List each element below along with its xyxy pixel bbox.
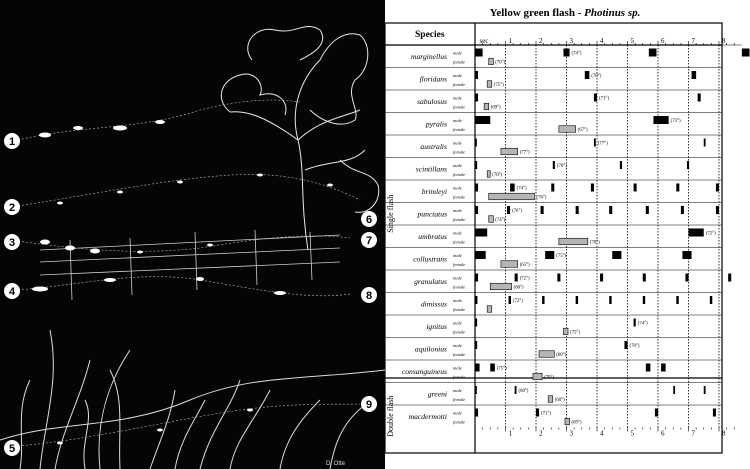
species-header: Species bbox=[415, 30, 445, 40]
female-flash-greeni bbox=[548, 396, 553, 403]
species-name-dimissus: dimissus bbox=[420, 299, 447, 309]
temperature-label: (60°) bbox=[513, 285, 524, 291]
male-flash-punctatus bbox=[681, 206, 684, 214]
male-flash-collustrans bbox=[475, 251, 486, 259]
temperature-label: (71°) bbox=[599, 96, 609, 102]
tick-label-top-1: 1 bbox=[508, 37, 512, 45]
sex-label-female: female bbox=[453, 194, 466, 200]
temperature-label: (72°) bbox=[519, 276, 530, 282]
male-flash-granulatus bbox=[685, 274, 688, 282]
temperature-label: (70°) bbox=[629, 344, 640, 349]
temperature-label: (70°) bbox=[589, 240, 600, 246]
male-flash-punctatus bbox=[541, 206, 544, 214]
male-flash-brimleyi bbox=[716, 184, 719, 192]
male-flash-aquilonius bbox=[475, 341, 477, 349]
artist-signature: D. Otte bbox=[326, 461, 346, 467]
group-label-double-flash: Double flash bbox=[386, 395, 395, 437]
tick-label-bottom-4: 4 bbox=[600, 429, 604, 438]
male-flash-sabulosus bbox=[698, 94, 701, 102]
tick-label-top-7: 7 bbox=[691, 37, 695, 45]
female-flash-macdermotti bbox=[565, 418, 570, 425]
male-flash-scintillans bbox=[620, 161, 622, 169]
male-flash-dimissus bbox=[609, 296, 611, 304]
tick-label-bottom-7: 7 bbox=[691, 429, 695, 438]
male-flash-australis bbox=[475, 139, 477, 147]
sex-label-male: male bbox=[453, 410, 462, 416]
temperature-label: (76°) bbox=[536, 195, 547, 201]
male-flash-granulatus bbox=[728, 274, 731, 282]
male-flash-greeni bbox=[475, 386, 477, 394]
male-flash-marginellus bbox=[649, 49, 657, 57]
tick-label-bottom-8: 8 bbox=[722, 429, 726, 438]
group-label-single-flash: Single flash bbox=[386, 194, 395, 233]
male-flash-marginellus bbox=[742, 49, 750, 57]
female-flash-granulatus bbox=[490, 283, 511, 290]
sex-label-female: female bbox=[453, 419, 466, 425]
tick-label-top-8: 8 bbox=[722, 37, 726, 45]
male-flash-scintillans bbox=[475, 161, 477, 169]
tick-label-bottom-1: 1 bbox=[508, 429, 512, 438]
male-flash-dimissus bbox=[710, 296, 712, 304]
sex-label-male: male bbox=[453, 50, 462, 56]
sex-label-female: female bbox=[453, 82, 466, 87]
female-flash-scintillans bbox=[487, 171, 490, 178]
tick-label-bottom-5: 5 bbox=[630, 429, 634, 438]
male-flash-granulatus bbox=[515, 274, 518, 282]
sex-label-male: male bbox=[453, 163, 462, 168]
male-flash-umbratus bbox=[689, 229, 704, 237]
species-name-australis: australis bbox=[420, 142, 447, 151]
sex-label-female: female bbox=[453, 104, 466, 110]
female-flash-consanguineus bbox=[533, 373, 542, 380]
tick-label-bottom-6: 6 bbox=[661, 429, 665, 438]
sex-label-female: female bbox=[453, 262, 466, 267]
male-flash-brimleyi bbox=[676, 184, 679, 192]
male-flash-greeni bbox=[673, 386, 675, 394]
marker-7: 7 bbox=[365, 235, 373, 247]
tick-label-top-2: 2 bbox=[539, 37, 543, 45]
male-flash-greeni bbox=[515, 386, 517, 394]
temperature-label: (70°) bbox=[492, 173, 503, 178]
sex-label-female: female bbox=[453, 217, 466, 222]
male-flash-marginellus bbox=[475, 49, 483, 57]
sex-label-female: female bbox=[453, 59, 466, 65]
marker-9: 9 bbox=[365, 399, 373, 411]
male-flash-scintillans bbox=[553, 161, 555, 169]
male-flash-aquilonius bbox=[624, 341, 627, 349]
marker-5: 5 bbox=[8, 443, 16, 455]
male-flash-brimleyi bbox=[551, 184, 554, 192]
sex-label-male: male bbox=[453, 253, 462, 258]
male-flash-consanguineus bbox=[475, 364, 480, 372]
marker-4: 4 bbox=[8, 286, 16, 298]
species-name-sabulosus: sabulosus bbox=[417, 97, 447, 106]
temperature-label: (74°) bbox=[571, 51, 582, 57]
sex-label-female: female bbox=[453, 307, 466, 312]
male-flash-ignitus bbox=[475, 319, 477, 327]
female-flash-floridans bbox=[487, 81, 492, 88]
species-name-consanguineus: consanguineus bbox=[401, 367, 447, 376]
male-flash-granulatus bbox=[475, 274, 478, 282]
male-flash-brimleyi bbox=[475, 184, 478, 192]
temperature-label: (74°) bbox=[516, 186, 527, 192]
species-name-greeni: greeni bbox=[427, 389, 447, 399]
temperature-label: (70°) bbox=[591, 74, 602, 79]
male-flash-scintillans bbox=[687, 161, 689, 169]
sex-label-male: male bbox=[453, 208, 462, 213]
temperature-label: (72°) bbox=[512, 299, 523, 304]
temperature-label: (77°) bbox=[597, 141, 608, 147]
sex-label-female: female bbox=[453, 172, 466, 177]
temperature-label: (70°) bbox=[544, 375, 555, 381]
male-flash-punctatus bbox=[646, 206, 649, 214]
male-flash-macdermotti bbox=[655, 409, 658, 417]
female-flash-brimleyi bbox=[489, 193, 535, 200]
sex-label-male: male bbox=[453, 185, 462, 191]
sex-label-male: male bbox=[453, 73, 462, 78]
sex-label-female: female bbox=[453, 284, 466, 290]
male-flash-collustrans bbox=[545, 251, 554, 259]
male-flash-floridans bbox=[692, 71, 697, 79]
temperature-label: (60°) bbox=[554, 398, 565, 403]
temperature-label: (74°) bbox=[637, 321, 648, 327]
tick-label-top-5: 5 bbox=[630, 37, 634, 45]
temperature-label: (70°) bbox=[556, 164, 567, 169]
male-flash-macdermotti bbox=[475, 409, 478, 417]
temperature-label: (67°) bbox=[577, 128, 588, 133]
male-flash-granulatus bbox=[557, 274, 560, 282]
male-flash-punctatus bbox=[576, 206, 579, 214]
male-flash-collustrans bbox=[612, 251, 621, 259]
sex-label-male: male bbox=[453, 140, 462, 146]
temperature-label: (80°) bbox=[518, 389, 529, 394]
species-name-ignitus: ignitus bbox=[426, 322, 447, 331]
temperature-label: (73°) bbox=[670, 119, 681, 124]
temperature-label: (75°) bbox=[493, 83, 504, 88]
chart-title-genus: Photinus sp. bbox=[584, 7, 641, 19]
sex-label-female: female bbox=[453, 127, 466, 132]
male-flash-floridans bbox=[585, 71, 590, 79]
male-flash-brimleyi bbox=[591, 184, 594, 192]
temperature-label: (71°) bbox=[541, 411, 551, 417]
temperature-label: (69°) bbox=[490, 105, 501, 111]
male-flash-macdermotti bbox=[536, 409, 539, 417]
male-flash-sabulosus bbox=[594, 94, 597, 102]
sex-label-female: female bbox=[453, 149, 466, 155]
group-labels bbox=[386, 195, 395, 437]
marker-3: 3 bbox=[8, 237, 16, 249]
male-flash-sabulosus bbox=[475, 94, 478, 102]
temperature-label: (75°) bbox=[556, 254, 567, 259]
female-flash-sabulosus bbox=[484, 103, 489, 110]
chart-title bbox=[490, 7, 641, 19]
male-flash-dimissus bbox=[676, 296, 678, 304]
female-flash-collustrans bbox=[501, 261, 518, 268]
tick-label-top-3: 3 bbox=[569, 37, 573, 45]
female-flash-umbratus bbox=[559, 238, 588, 245]
female-flash-aquilonius bbox=[539, 351, 554, 358]
tick-label-bottom-3: 3 bbox=[569, 429, 573, 438]
male-flash-consanguineus bbox=[490, 364, 495, 372]
male-flash-dimissus bbox=[509, 296, 511, 304]
flash-chart-svg bbox=[385, 0, 750, 469]
temperature-label: (72°) bbox=[705, 231, 716, 237]
temperature-label: (76°) bbox=[512, 209, 522, 214]
sex-label-female: female bbox=[453, 329, 466, 335]
male-flash-granulatus bbox=[600, 274, 603, 282]
tick-label-top-4: 4 bbox=[600, 37, 604, 45]
marker-8: 8 bbox=[365, 290, 373, 302]
male-flash-consanguineus bbox=[661, 364, 666, 372]
marker-2: 2 bbox=[8, 202, 16, 214]
male-flash-pyralis bbox=[475, 116, 490, 124]
temperature-label: (77°) bbox=[519, 150, 530, 156]
marker-6: 6 bbox=[365, 214, 373, 226]
male-flash-macdermotti bbox=[713, 409, 716, 417]
female-flash-punctatus bbox=[489, 216, 494, 223]
male-flash-consanguineus bbox=[646, 364, 651, 372]
sex-label-male: male bbox=[453, 230, 462, 236]
marker-1: 1 bbox=[8, 136, 16, 148]
species-name-floridans: floridans bbox=[419, 74, 447, 84]
female-flash-ignitus bbox=[563, 328, 568, 335]
male-flash-punctatus bbox=[609, 206, 612, 214]
male-flash-collustrans bbox=[682, 251, 691, 259]
chart-title-prefix: Yellow green flash - bbox=[489, 7, 585, 19]
sex-label-male: male bbox=[453, 320, 462, 326]
sex-label-male: male bbox=[453, 388, 462, 393]
temperature-label: (69°) bbox=[571, 420, 582, 426]
male-flash-greeni bbox=[704, 386, 706, 394]
male-flash-punctatus bbox=[507, 206, 510, 214]
male-flash-brimleyi bbox=[634, 184, 637, 192]
male-flash-dimissus bbox=[643, 296, 645, 304]
female-flash-marginellus bbox=[489, 58, 494, 65]
sex-label-female: female bbox=[453, 397, 466, 402]
sex-label-male: male bbox=[453, 275, 462, 281]
male-flash-marginellus bbox=[563, 49, 569, 57]
female-flash-pyralis bbox=[559, 126, 576, 133]
species-name-granulatus: granulatus bbox=[414, 277, 447, 286]
species-name-marginellus: marginellus bbox=[411, 52, 447, 61]
temperature-label: (75°) bbox=[570, 330, 580, 336]
sex-label-female: female bbox=[453, 374, 466, 380]
tick-label-top-6: 6 bbox=[661, 37, 665, 45]
species-name-brimleyi: brimleyi bbox=[421, 187, 447, 196]
male-flash-granulatus bbox=[643, 274, 646, 282]
sex-label-female: female bbox=[453, 239, 466, 245]
male-flash-dimissus bbox=[542, 296, 544, 304]
male-flash-pyralis bbox=[653, 116, 668, 124]
tick-label-bottom-2: 2 bbox=[539, 429, 543, 438]
male-flash-punctatus bbox=[475, 206, 478, 214]
sex-label-male: male bbox=[453, 343, 462, 348]
temperature-label: (75°) bbox=[496, 366, 507, 372]
species-name-scintillans: scintillans bbox=[415, 164, 447, 174]
temperature-label: (70°) bbox=[495, 60, 506, 66]
sex-label-male: male bbox=[453, 95, 462, 101]
male-flash-brimleyi bbox=[510, 184, 515, 192]
male-flash-australis bbox=[704, 139, 706, 147]
sex-label-male: male bbox=[453, 365, 462, 371]
temperature-label: (74°) bbox=[495, 218, 506, 223]
species-name-pyralis: pyralis bbox=[425, 119, 447, 129]
female-flash-dimissus bbox=[487, 306, 492, 313]
male-flash-floridans bbox=[475, 71, 478, 79]
temperature-label: (60°) bbox=[556, 353, 567, 358]
temperature-label: (65°) bbox=[519, 263, 530, 268]
male-flash-australis bbox=[594, 139, 596, 147]
male-flash-ignitus bbox=[634, 319, 636, 327]
male-flash-dimissus bbox=[475, 296, 477, 304]
male-flash-umbratus bbox=[475, 229, 487, 237]
male-flash-dimissus bbox=[576, 296, 578, 304]
species-name-punctatus: punctatus bbox=[417, 209, 447, 219]
species-name-aquilonius: aquilonius bbox=[414, 344, 447, 354]
sex-label-female: female bbox=[453, 352, 466, 357]
sex-label-male: male bbox=[453, 298, 462, 303]
unit-label: sec bbox=[479, 37, 489, 45]
species-rows bbox=[385, 49, 750, 426]
species-name-macdermotti: macdermotti bbox=[408, 412, 447, 421]
flash-pattern-chart bbox=[385, 0, 750, 469]
male-flash-punctatus bbox=[716, 206, 719, 214]
sex-label-male: male bbox=[453, 118, 462, 123]
species-name-collustrans: collustrans bbox=[413, 254, 447, 264]
female-flash-australis bbox=[501, 148, 518, 155]
species-name-umbratus: umbratus bbox=[418, 232, 447, 241]
